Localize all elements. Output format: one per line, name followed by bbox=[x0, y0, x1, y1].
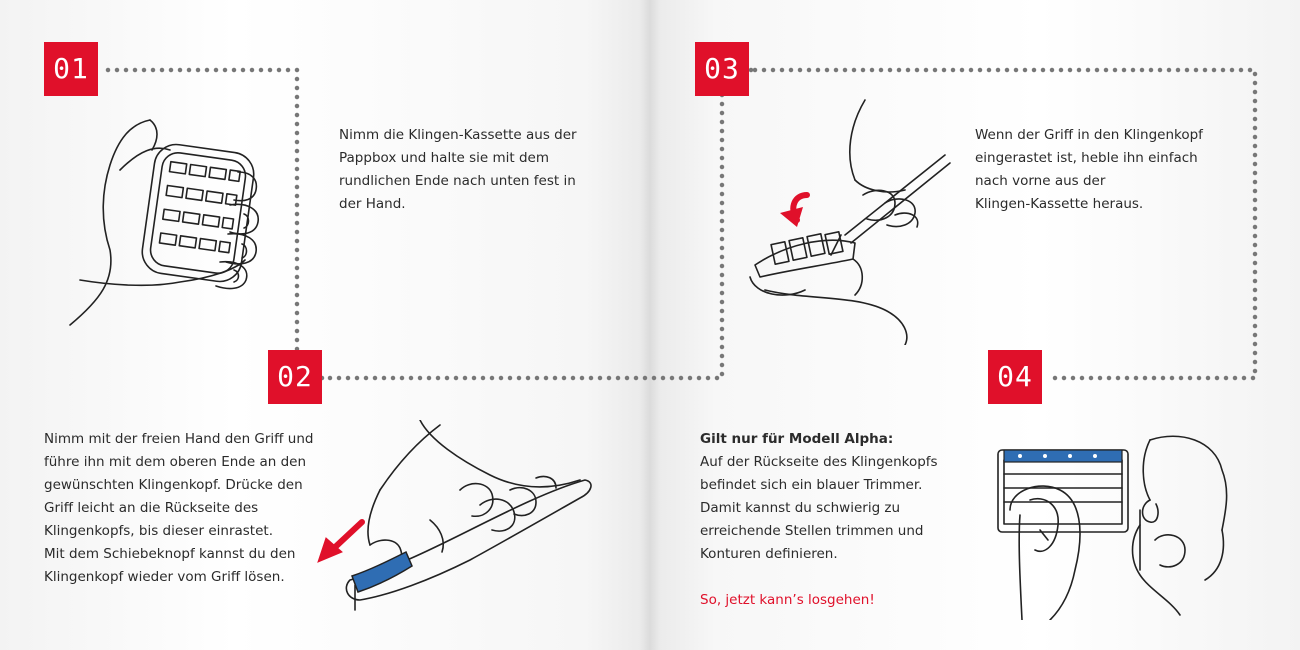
step-03-line: Wenn der Griff in den Klingenkopf bbox=[975, 127, 1203, 143]
step-02-line: gewünschten Klingenkopf. Drücke den bbox=[44, 477, 303, 493]
step-02-line: Mit dem Schiebeknopf kannst du den bbox=[44, 546, 296, 562]
step-04-badge: 04 bbox=[988, 350, 1042, 404]
trimmer-illustration bbox=[990, 430, 1250, 620]
step-02-line: führe ihn mit dem oberen Ende an den bbox=[44, 454, 307, 470]
step-01-text bbox=[339, 124, 599, 216]
step-03-line: Klingen-Kassette heraus. bbox=[975, 196, 1144, 212]
note-line: Auf der Rückseite des Klingenkopfs bbox=[700, 454, 938, 470]
step-02-line: Klingenkopfs, bis dieser einrastet. bbox=[44, 523, 273, 539]
step-01-line: der Hand. bbox=[339, 196, 406, 212]
step-02-text bbox=[44, 428, 314, 589]
step-01-line: rundlichen Ende nach unten fest in bbox=[339, 173, 576, 189]
step-03-text bbox=[975, 124, 1235, 216]
step-03-badge: 03 bbox=[695, 42, 749, 96]
step-02-badge: 02 bbox=[268, 350, 322, 404]
note-line: Damit kannst du schwierig zu bbox=[700, 500, 901, 516]
note-line: befindet sich ein blauer Trimmer. bbox=[700, 477, 923, 493]
step-02-line: Klingenkopf wieder vom Griff lösen. bbox=[44, 569, 285, 585]
step-01-line: Nimm die Klingen-Kassette aus der bbox=[339, 127, 577, 143]
step-03-line: eingerastet ist, heble ihn einfach bbox=[975, 150, 1198, 166]
step-02-line: Nimm mit der freien Hand den Griff und bbox=[44, 431, 314, 447]
model-note bbox=[700, 428, 960, 612]
lever-out-illustration bbox=[745, 95, 955, 345]
hand-holding-cassette-illustration bbox=[60, 110, 290, 330]
step-01-line: Pappbox und halte sie mit dem bbox=[339, 150, 549, 166]
note-heading: Gilt nur für Modell Alpha: bbox=[700, 431, 894, 447]
step-01-badge: 01 bbox=[44, 42, 98, 96]
note-line: Konturen definieren. bbox=[700, 546, 838, 562]
note-line: erreichende Stellen trimmen und bbox=[700, 523, 924, 539]
step-02-line: Griff leicht an die Rückseite des bbox=[44, 500, 259, 516]
note-closing: So, jetzt kann’s losgehen! bbox=[700, 592, 875, 608]
attach-handle-illustration bbox=[310, 420, 600, 620]
step-03-line: nach vorne aus der bbox=[975, 173, 1106, 189]
